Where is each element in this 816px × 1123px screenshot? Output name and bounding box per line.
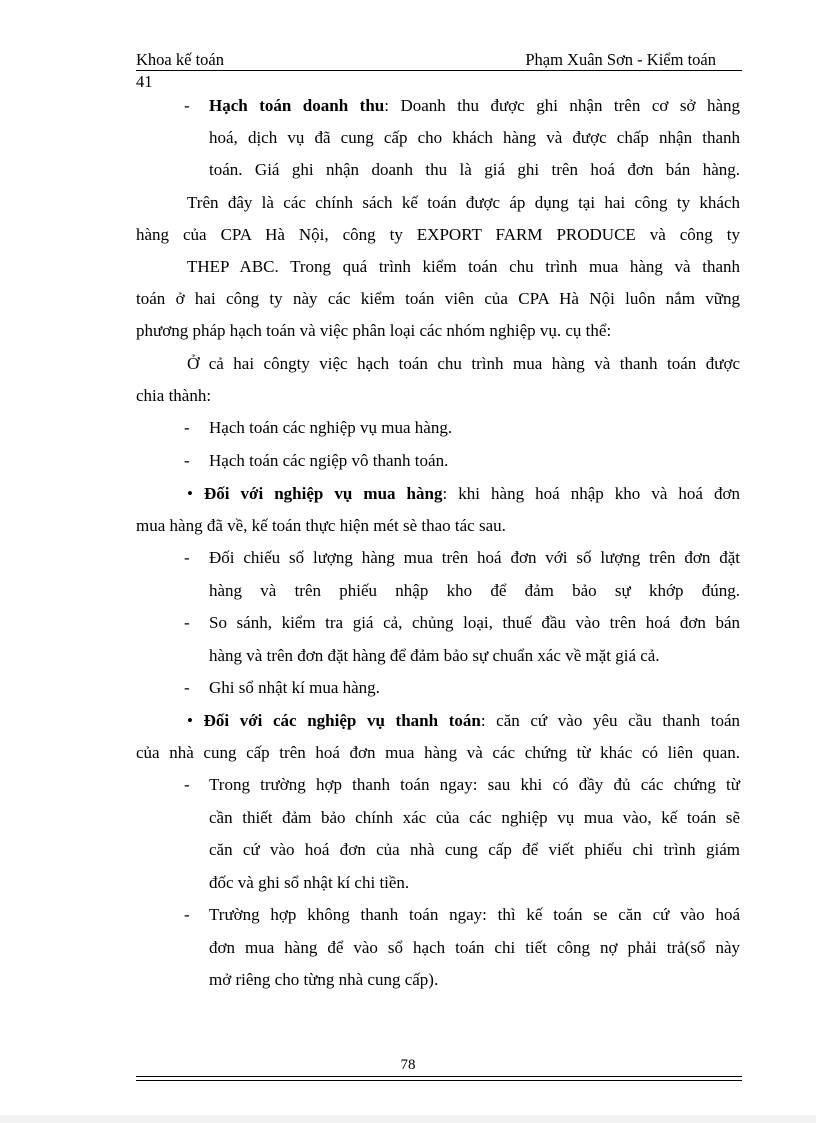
header-number: 41	[136, 72, 153, 91]
para1-line2: hàng của CPA Hà Nội, công ty EXPORT FARM PRODUCE và công ty	[136, 225, 740, 244]
list-dash: -	[184, 451, 190, 470]
section2-line1: • Đối với các nghiệp vụ thanh toán: căn cứ vào yêu cầu thanh toán	[187, 711, 740, 730]
page-number: 78	[400, 1057, 416, 1073]
list3-a-line3: căn cứ vào hoá đơn của nhà cung cấp để viết phiếu chi trình giám	[209, 840, 740, 859]
para2-line2: chia thành:	[136, 386, 212, 405]
item1-line2: hoá, dịch vụ đã cung cấp cho khách hàng và được chấp nhận thanh	[209, 128, 740, 147]
section2-line2: của nhà cung cấp trên hoá đơn mua hàng và các chứng từ khác có liên quan.	[136, 743, 740, 762]
list2-b-line1: So sánh, kiểm tra giá cả, chủng loại, thuế đầu vào trên hoá đơn bán	[209, 613, 740, 632]
list-dash: -	[184, 678, 190, 697]
list3-a-line2: cần thiết đảm bảo chính xác của các nghiệp vụ mua vào, kế toán sẽ	[209, 808, 740, 827]
header-right: Phạm Xuân Sơn - Kiểm toán	[525, 50, 716, 69]
list3-a-line1: Trong trường hợp thanh toán ngay: sau khi có đầy đủ các chứng từ	[209, 775, 740, 794]
para1-line3: THEP ABC. Trong quá trình kiểm toán chu trình mua hàng và thanh	[187, 257, 740, 276]
list-dash: -	[184, 775, 190, 794]
section1-label: Đối với nghiệp vụ mua hàng	[204, 484, 443, 503]
list2-b-line2: hàng và trên đơn đặt hàng để đảm bảo sự chuẩn xác về mặt giá cả.	[209, 646, 660, 665]
item1-label: Hạch toán doanh thu	[209, 96, 385, 115]
list2-a-line2: hàng và trên phiếu nhập kho để đảm bảo sự khớp đúng.	[209, 581, 740, 600]
list-dash: -	[184, 613, 190, 632]
item1-line1: Hạch toán doanh thu: Doanh thu được ghi nhận trên cơ sở hàng	[209, 96, 740, 115]
list2-c-line1: Ghi sổ nhật kí mua hàng.	[209, 678, 380, 697]
item1-line3: toán. Giá ghi nhận doanh thu là giá ghi trên hoá đơn bán hàng.	[209, 160, 740, 179]
footer-rule	[136, 1076, 742, 1077]
list3-b-line3: mở riêng cho từng nhà cung cấp).	[209, 970, 439, 989]
para1-line1: Trên đây là các chính sách kế toán được áp dụng tại hai công ty khách	[187, 193, 740, 212]
page-edge	[0, 1115, 816, 1123]
para1-line5: phương pháp hạch toán và việc phân loại các nhóm nghiệp vụ. cụ thể:	[136, 321, 612, 340]
header-rule	[136, 70, 742, 71]
list-dash: -	[184, 548, 190, 567]
bullet-icon: •	[187, 484, 193, 503]
para2-line1: Ở cả hai côngty việc hạch toán chu trình mua hàng và thanh toán được	[187, 354, 740, 373]
section1-line1: • Đối với nghiệp vụ mua hàng: khi hàng hoá nhập kho và hoá đơn	[187, 484, 741, 503]
footer-rule	[136, 1080, 742, 1081]
header-left: Khoa kế toán	[136, 50, 224, 69]
list-dash: -	[184, 418, 190, 437]
section2-label: Đối với các nghiệp vụ thanh toán	[203, 711, 481, 730]
bullet-icon: •	[187, 711, 193, 730]
page-header	[136, 50, 742, 70]
list-dash: -	[184, 96, 190, 115]
list3-b-line1: Trường hợp không thanh toán ngay: thì kế toán se căn cứ vào hoá	[209, 905, 740, 924]
para1-line4: toán ở hai công ty này các kiểm toán viên của CPA Hà Nội luôn nắm vững	[136, 289, 740, 308]
list2-a-line1: Đối chiếu số lượng hàng mua trên hoá đơn với số lượng trên đơn đặt	[209, 548, 740, 567]
list3-b-line2: đơn mua hàng để vào sổ hạch toán chi tiết công nợ phải trả(sổ này	[209, 938, 740, 957]
list1-item: Hạch toán các ngiệp vô thanh toán.	[209, 451, 449, 470]
list-dash: -	[184, 905, 190, 924]
list3-a-line4: đốc và ghi sổ nhật kí chi tiền.	[209, 873, 410, 892]
section1-line2: mua hàng đã về, kế toán thực hiện mét sè thao tác sau.	[136, 516, 506, 535]
list1-item: Hạch toán các nghiệp vụ mua hàng.	[209, 418, 453, 437]
